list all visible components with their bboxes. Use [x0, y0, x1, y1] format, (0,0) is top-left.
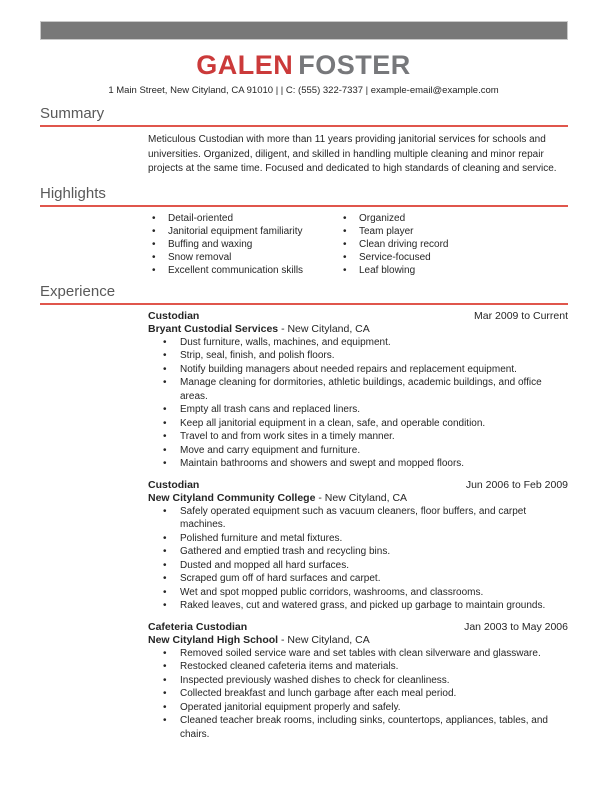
job-bullet-item: • Operated janitorial equipment properly and safely.: [148, 701, 568, 715]
job-company-line: [148, 323, 568, 336]
summary-text: Meticulous Custodian with more than 11 years providing janitorial services for schools and universities. Organized, diligent, and skilled in handling multiple cleaning and minor repair projects at the same time. Focused and dedicated to high standards of cleaning and service.: [148, 134, 557, 174]
job-company: Bryant Custodial Services: [148, 322, 279, 335]
job-bullet-item: • Dusted and mopped all hard surfaces.: [148, 559, 568, 573]
job-title: Cafeteria Custodian: [148, 620, 248, 633]
highlight-item: • Detail-oriented: [144, 212, 335, 225]
person-name: [0, 51, 607, 79]
job-entry-2: [148, 479, 568, 613]
job-header: [148, 621, 568, 634]
job-bullet-item: • Collected breakfast and lunch garbage after each meal period.: [148, 687, 568, 701]
job-bullets: [148, 647, 568, 742]
job-bullet-item: • Keep all janitorial equipment in a clean, safe, and operable condition.: [148, 417, 568, 431]
job-dates: Jun 2006 to Feb 2009: [465, 478, 568, 491]
job-bullet-item: • Scraped gum off of hard surfaces and carpet.: [148, 572, 568, 586]
job-bullet-item: • Inspected previously washed dishes to check for cleanliness.: [148, 674, 568, 688]
job-company-line: [148, 634, 568, 647]
section-summary: [0, 105, 607, 177]
highlight-item: • Snow removal: [144, 251, 335, 264]
job-bullet-item: • Maintain bathrooms and showers and swept and mopped floors.: [148, 457, 568, 471]
highlight-item: • Clean driving record: [335, 238, 526, 251]
job-bullet-item: • Safely operated equipment such as vacuum cleaners, floor buffers, and carpet machines.: [148, 505, 568, 532]
job-bullet-item: • Travel to and from work sites in a timely manner.: [148, 430, 568, 444]
job-location: - New Cityland, CA: [318, 491, 408, 504]
first-name: GALEN: [196, 50, 294, 80]
section-title-experience: Experience: [40, 283, 568, 305]
highlights-columns: [144, 212, 568, 277]
highlight-item: • Team player: [335, 225, 526, 238]
job-bullet-item: • Polished furniture and metal fixtures.: [148, 532, 568, 546]
highlight-item: • Janitorial equipment familiarity: [144, 225, 335, 238]
highlight-item: • Service-focused: [335, 251, 526, 264]
job-bullet-item: • Cleaned teacher break rooms, including sinks, countertops, appliances, tables, and chairs.: [148, 714, 568, 741]
job-title: Custodian: [148, 478, 200, 491]
job-company-line: [148, 492, 568, 505]
job-bullet-item: • Manage cleaning for dormitories, athletic buildings, academic buildings, and office areas.: [148, 376, 568, 403]
job-bullet-item: • Gathered and emptied trash and recycling bins.: [148, 545, 568, 559]
highlight-item: • Organized: [335, 212, 526, 225]
highlight-item: • Buffing and waxing: [144, 238, 335, 251]
job-bullet-item: • Strip, seal, finish, and polish floors.: [148, 349, 568, 363]
job-header: [148, 479, 568, 492]
job-entry-3: [148, 621, 568, 742]
job-location: - New Cityland, CA: [281, 322, 370, 335]
job-company: New Cityland High School: [148, 633, 279, 646]
job-header: [148, 310, 568, 323]
job-bullet-item: • Notify building managers about needed repairs and replacement equipment.: [148, 363, 568, 377]
job-bullet-item: • Dust furniture, walls, machines, and equipment.: [148, 336, 568, 350]
job-bullet-item: • Empty all trash cans and replaced liners.: [148, 403, 568, 417]
highlight-item: • Excellent communication skills: [144, 264, 335, 277]
header-bar: [40, 21, 568, 40]
job-entry-1: [148, 310, 568, 471]
contact-line: 1 Main Street, New Cityland, CA 91010 | | C: (555) 322-7337 | example-email@example.com: [108, 85, 499, 96]
job-bullet-item: • Raked leaves, cut and watered grass, and picked up garbage to maintain grounds.: [148, 599, 568, 613]
highlight-item: • Leaf blowing: [335, 264, 526, 277]
section-experience: [0, 283, 607, 742]
job-location: - New Cityland, CA: [281, 633, 370, 646]
section-title-summary: Summary: [40, 105, 568, 127]
highlights-column-2: [335, 212, 526, 277]
resume-page: [0, 21, 607, 806]
job-title: Custodian: [148, 309, 200, 322]
job-bullets: [148, 505, 568, 613]
job-company: New Cityland Community College: [148, 491, 316, 504]
job-bullet-item: • Restocked cleaned cafeteria items and materials.: [148, 660, 568, 674]
last-name: FOSTER: [298, 50, 411, 80]
job-bullet-item: • Move and carry equipment and furniture.: [148, 444, 568, 458]
job-dates: Mar 2009 to Current: [474, 309, 568, 322]
section-highlights: [0, 185, 607, 277]
job-bullet-item: • Wet and spot mopped public corridors, washrooms, and classrooms.: [148, 586, 568, 600]
job-dates: Jan 2003 to May 2006: [464, 620, 568, 633]
job-bullets: [148, 336, 568, 471]
highlights-column-1: [144, 212, 335, 277]
section-title-highlights: Highlights: [40, 185, 568, 207]
job-bullet-item: • Removed soiled service ware and set tables with clean silverware and glassware.: [148, 647, 568, 661]
